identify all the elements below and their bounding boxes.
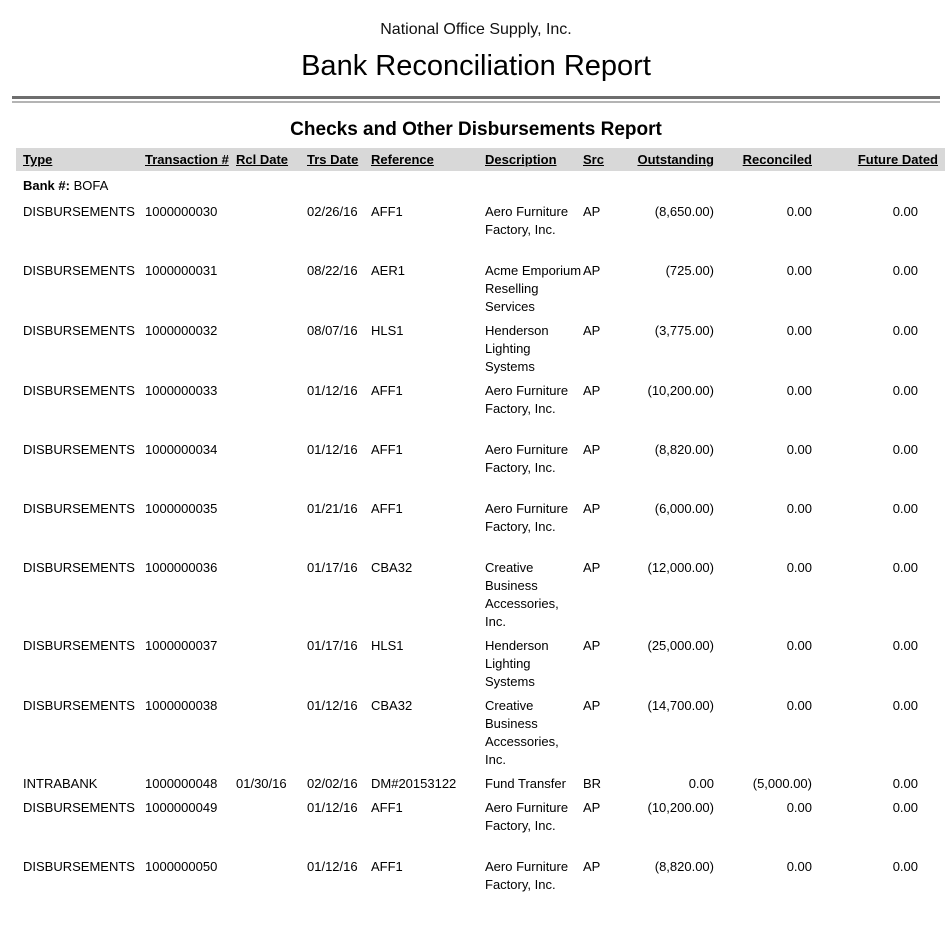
- cell-src: AP: [583, 560, 601, 575]
- cell-reconciled: 0.00: [786, 442, 812, 457]
- table-header-row: [16, 148, 945, 171]
- cell-reference: AFF1: [371, 442, 403, 457]
- cell-transaction: 1000000037: [145, 638, 218, 653]
- column-header-reconciled: Reconciled: [721, 148, 819, 171]
- page-title: Bank Reconciliation Report: [301, 50, 651, 82]
- cell-description: Aero Furniture Factory, Inc.: [485, 800, 569, 833]
- column-header-outstanding: Outstanding: [620, 148, 721, 171]
- cell-description: Aero Furniture Factory, Inc.: [485, 501, 569, 534]
- cell-future_dated: 0.00: [892, 442, 918, 457]
- cell-trs_date: 01/12/16: [307, 859, 358, 874]
- cell-future_dated: 0.00: [892, 383, 918, 398]
- cell-transaction: 1000000038: [145, 698, 218, 713]
- cell-rcl_date: [236, 322, 307, 382]
- cell-description: Aero Furniture Factory, Inc.: [485, 383, 569, 416]
- bank-number-value: BOFA: [73, 178, 109, 193]
- cell-trs_date: 01/21/16: [307, 501, 358, 516]
- cell-outstanding: (10,200.00): [647, 383, 714, 398]
- cell-description: Acme Emporium Reselling Services: [485, 263, 582, 314]
- cell-description: Creative Business Accessories, Inc.: [485, 698, 559, 767]
- cell-description: Henderson Lighting Systems: [485, 638, 549, 689]
- cell-reconciled: 0.00: [786, 698, 812, 713]
- cell-reconciled: (5,000.00): [752, 776, 812, 791]
- cell-trs_date: 02/26/16: [307, 204, 358, 219]
- cell-type: DISBURSEMENTS: [23, 442, 135, 457]
- cell-reconciled: 0.00: [786, 263, 812, 278]
- cell-description: Aero Furniture Factory, Inc.: [485, 204, 569, 237]
- cell-description: Creative Business Accessories, Inc.: [485, 560, 559, 629]
- column-header-type: Type: [16, 148, 145, 171]
- bank-number-row: [16, 171, 945, 203]
- bank-number-cell: [16, 171, 945, 203]
- cell-src: AP: [583, 204, 601, 219]
- cell-type: DISBURSEMENTS: [23, 638, 135, 653]
- cell-src: BR: [583, 776, 602, 791]
- table-body: [16, 171, 945, 917]
- cell-trs_date: 02/02/16: [307, 776, 358, 791]
- table-row: [16, 559, 945, 637]
- table-row: [16, 322, 945, 382]
- table-row: [16, 262, 945, 322]
- cell-src: AP: [583, 263, 601, 278]
- cell-type: DISBURSEMENTS: [23, 560, 135, 575]
- cell-outstanding: 0.00: [688, 776, 714, 791]
- cell-src: AP: [583, 442, 601, 457]
- cell-reference: AFF1: [371, 383, 403, 398]
- cell-outstanding: (725.00): [665, 263, 714, 278]
- table-row: [16, 775, 945, 799]
- cell-reconciled: 0.00: [786, 560, 812, 575]
- cell-reconciled: 0.00: [786, 859, 812, 874]
- cell-rcl_date: [236, 858, 307, 917]
- cell-trs_date: 01/17/16: [307, 638, 358, 653]
- cell-transaction: 1000000034: [145, 442, 218, 457]
- cell-transaction: 1000000050: [145, 859, 218, 874]
- cell-transaction: 1000000048: [145, 776, 218, 791]
- cell-type: DISBURSEMENTS: [23, 323, 135, 338]
- cell-transaction: 1000000035: [145, 501, 218, 516]
- cell-rcl_date: [236, 559, 307, 637]
- cell-reference: AFF1: [371, 204, 403, 219]
- cell-outstanding: (8,820.00): [654, 442, 714, 457]
- cell-reconciled: 0.00: [786, 501, 812, 516]
- cell-reference: AFF1: [371, 859, 403, 874]
- cell-reconciled: 0.00: [786, 800, 812, 815]
- bank-number-label: Bank #:: [23, 178, 70, 193]
- cell-description: Henderson Lighting Systems: [485, 323, 549, 374]
- cell-outstanding: (14,700.00): [647, 698, 714, 713]
- table-row: [16, 799, 945, 858]
- cell-src: AP: [583, 800, 601, 815]
- cell-trs_date: 08/22/16: [307, 263, 358, 278]
- cell-future_dated: 0.00: [892, 263, 918, 278]
- cell-future_dated: 0.00: [892, 800, 918, 815]
- cell-future_dated: 0.00: [892, 776, 918, 791]
- cell-trs_date: 01/12/16: [307, 442, 358, 457]
- cell-trs_date: 01/12/16: [307, 698, 358, 713]
- column-header-src: Src: [583, 148, 620, 171]
- cell-rcl_date: [236, 441, 307, 500]
- section-title: Checks and Other Disbursements Report: [290, 119, 662, 140]
- cell-rcl_date: [236, 799, 307, 858]
- disbursements-table: [16, 148, 945, 917]
- cell-type: DISBURSEMENTS: [23, 800, 135, 815]
- cell-rcl_date: [236, 382, 307, 441]
- table-row: [16, 441, 945, 500]
- cell-outstanding: (6,000.00): [654, 501, 714, 516]
- cell-type: DISBURSEMENTS: [23, 204, 135, 219]
- table-row: [16, 382, 945, 441]
- cell-src: AP: [583, 383, 601, 398]
- cell-outstanding: (25,000.00): [647, 638, 714, 653]
- cell-transaction: 1000000033: [145, 383, 218, 398]
- cell-rcl_date: [236, 697, 307, 775]
- cell-src: AP: [583, 859, 601, 874]
- cell-outstanding: (12,000.00): [647, 560, 714, 575]
- cell-trs_date: 01/12/16: [307, 383, 358, 398]
- cell-outstanding: (8,650.00): [654, 204, 714, 219]
- cell-transaction: 1000000036: [145, 560, 218, 575]
- cell-type: DISBURSEMENTS: [23, 263, 135, 278]
- cell-reference: AER1: [371, 263, 405, 278]
- cell-future_dated: 0.00: [892, 323, 918, 338]
- cell-trs_date: 01/12/16: [307, 800, 358, 815]
- cell-trs_date: 01/17/16: [307, 560, 358, 575]
- cell-transaction: 1000000030: [145, 204, 218, 219]
- cell-reference: AFF1: [371, 800, 403, 815]
- cell-reconciled: 0.00: [786, 204, 812, 219]
- table-row: [16, 637, 945, 697]
- company-name: National Office Supply, Inc.: [380, 21, 572, 38]
- cell-reference: CBA32: [371, 698, 413, 713]
- cell-outstanding: (3,775.00): [654, 323, 714, 338]
- table-header: [16, 148, 945, 171]
- cell-src: AP: [583, 323, 601, 338]
- cell-reconciled: 0.00: [786, 638, 812, 653]
- cell-reconciled: 0.00: [786, 383, 812, 398]
- table-row: [16, 697, 945, 775]
- cell-description: Aero Furniture Factory, Inc.: [485, 859, 569, 892]
- cell-transaction: 1000000049: [145, 800, 218, 815]
- cell-reference: CBA32: [371, 560, 413, 575]
- cell-transaction: 1000000031: [145, 263, 218, 278]
- cell-type: DISBURSEMENTS: [23, 698, 135, 713]
- cell-description: Aero Furniture Factory, Inc.: [485, 442, 569, 475]
- cell-src: AP: [583, 501, 601, 516]
- column-header-transaction: Transaction #: [145, 148, 236, 171]
- table-row: [16, 500, 945, 559]
- cell-reconciled: 0.00: [786, 323, 812, 338]
- cell-outstanding: (8,820.00): [654, 859, 714, 874]
- column-header-description: Description: [485, 148, 583, 171]
- cell-rcl_date: [236, 500, 307, 559]
- cell-description: Fund Transfer: [485, 776, 566, 791]
- column-header-trs_date: Trs Date: [307, 148, 371, 171]
- cell-rcl_date: 01/30/16: [236, 776, 287, 791]
- cell-trs_date: 08/07/16: [307, 323, 358, 338]
- cell-future_dated: 0.00: [892, 859, 918, 874]
- cell-type: DISBURSEMENTS: [23, 501, 135, 516]
- cell-src: AP: [583, 698, 601, 713]
- cell-rcl_date: [236, 262, 307, 322]
- column-header-reference: Reference: [371, 148, 485, 171]
- cell-outstanding: (10,200.00): [647, 800, 714, 815]
- cell-future_dated: 0.00: [892, 698, 918, 713]
- column-header-future_dated: Future Dated: [819, 148, 945, 171]
- cell-type: DISBURSEMENTS: [23, 383, 135, 398]
- cell-rcl_date: [236, 203, 307, 262]
- column-header-rcl_date: Rcl Date: [236, 148, 307, 171]
- report-divider: [12, 96, 940, 103]
- cell-reference: HLS1: [371, 323, 404, 338]
- cell-future_dated: 0.00: [892, 501, 918, 516]
- cell-type: INTRABANK: [23, 776, 98, 791]
- cell-rcl_date: [236, 637, 307, 697]
- cell-type: DISBURSEMENTS: [23, 859, 135, 874]
- cell-future_dated: 0.00: [892, 638, 918, 653]
- cell-reference: DM#20153122: [371, 776, 457, 791]
- table-row: [16, 203, 945, 262]
- cell-future_dated: 0.00: [892, 560, 918, 575]
- cell-reference: HLS1: [371, 638, 404, 653]
- cell-src: AP: [583, 638, 601, 653]
- table-row: [16, 858, 945, 917]
- cell-future_dated: 0.00: [892, 204, 918, 219]
- cell-transaction: 1000000032: [145, 323, 218, 338]
- cell-reference: AFF1: [371, 501, 403, 516]
